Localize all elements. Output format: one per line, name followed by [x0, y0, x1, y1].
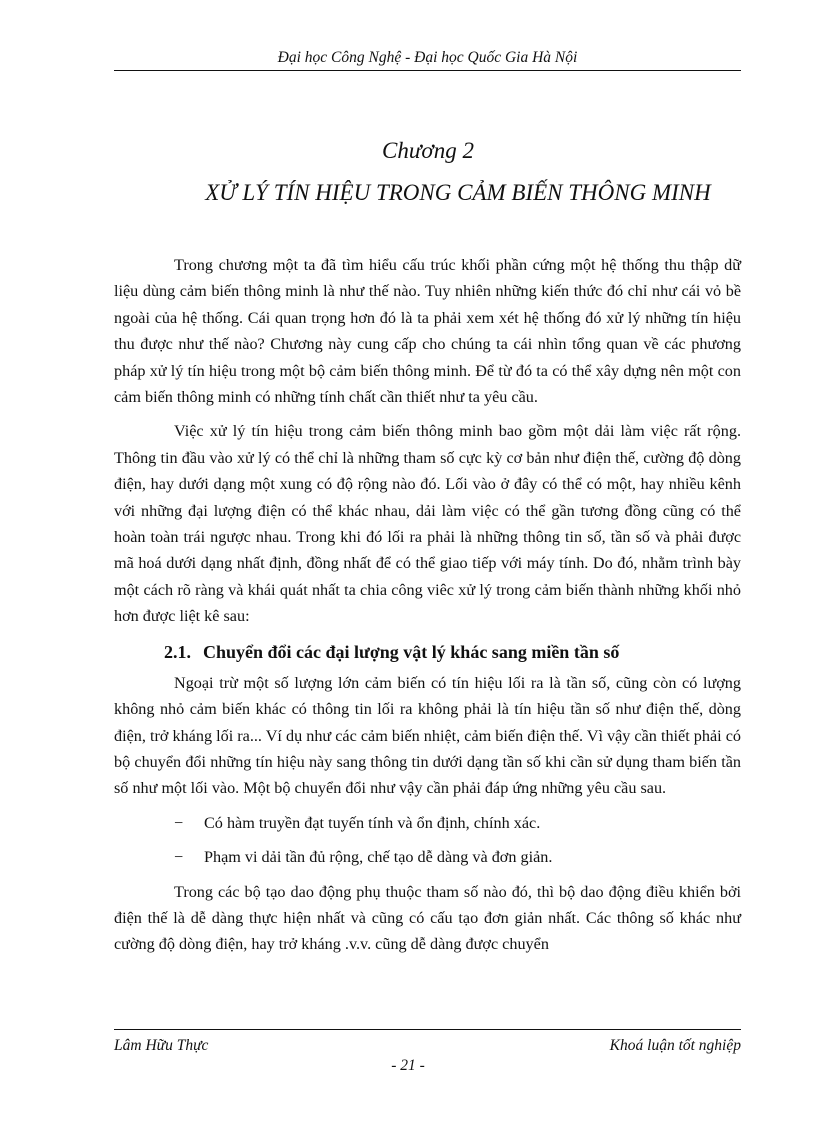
section-paragraph-1: Ngoại trừ một số lượng lớn cảm biến có tín hiệu lối ra là tần số, cũng còn có lượng không nhỏ cảm biến khác có thông tin lối ra không phải là tín hiệu tần số như điện thế, dòng điện, trở kháng lối ra... Ví dụ như các cảm biến nhiệt, cảm biến điện thế. Vì vậy cần thiết phải có bộ chuyển đổi những tín hiệu này sang thông tin dưới dạng tần số khi cần sử dụng tham biến tần số như một lối vào. Một bộ chuyển đổi như vậy cần phải đáp ứng những yêu cầu sau.: [114, 673, 741, 798]
header-divider: [114, 70, 741, 71]
section-paragraph-2: Trong các bộ tạo dao động phụ thuộc tham số nào đó, thì bộ dao động điều khiển bởi điện thế là dễ dàng thực hiện nhất và cũng có cấu tạo đơn giản nhất. Các thông số khác như cường độ dòng điện, hay trở kháng .v.v. cũng dễ dàng được chuyển: [114, 882, 741, 954]
footer-doc-type: Khoá luận tốt nghiệp: [609, 1037, 741, 1054]
footer-divider: [114, 1029, 741, 1030]
list-item-text: Có hàm truyền đạt tuyến tính và ổn định, chính xác.: [204, 813, 541, 832]
bullet-marker: −: [174, 848, 184, 867]
list-item-text: Phạm vi dải tần đủ rộng, chế tạo dễ dàng và đơn giản.: [204, 848, 553, 867]
section-number: 2.1.: [164, 641, 191, 662]
section-title: Chuyển đổi các đại lượng vật lý khác sang miền tần số: [203, 641, 620, 662]
paragraph-overview: Việc xử lý tín hiệu trong cảm biến thông minh bao gồm một dải làm việc rất rộng. Thông tin đầu vào xử lý có thể chỉ là những tham số cực kỳ cơ bản như điện thế, cường độ dòng điện, hay dưới dạng một xung có độ rộng nào đó. Lối vào ở đây có thể có một, hay nhiều kênh với những đại lượng điện có thể khác nhau, dải làm việc có thể gần tương đồng cũng có thể hoàn toàn trái ngược nhau. Trong khi đó lối ra phải là những thông tin số, tần số và phải được mã hoá dưới dạng nhất định, đồng nhất để có thể giao tiếp với máy tính. Do đó, nhằm trình bày một cách rõ ràng và khái quát nhất ta chia công viêc xử lý trong cảm biến thành những khối nhỏ hơn được liệt kê sau:: [114, 422, 741, 626]
page-header: Đại học Công Nghệ - Đại học Quốc Gia Hà Nội: [277, 49, 578, 66]
page-number: - 21 -: [391, 1057, 425, 1074]
list-item: [114, 810, 741, 836]
paragraph-intro: Trong chương một ta đã tìm hiểu cấu trúc khối phần cứng một hệ thống thu thập dữ liệu dùng cảm biến thông minh là như thế nào. Tuy nhiên những kiến thức đó chỉ như cái vỏ bề ngoài của hệ thống. Cái quan trọng hơn đó là ta phải xem xét hệ thống đó xử lý những tín hiệu thu được như thế nào? Chương này cung cấp cho chúng ta cái nhìn tổng quan về các phương pháp xử lý tín hiệu trong một bộ cảm biến thông minh. Để từ đó ta có thể xây dựng nên một con cảm biến thông minh có những tính chất cần thiết như ta yêu cầu.: [114, 256, 741, 407]
chapter-title: XỬ LÝ TÍN HIỆU TRONG CẢM BIẾN THÔNG MINH: [205, 180, 711, 205]
chapter-number: Chương 2: [382, 138, 474, 163]
footer-author: Lâm Hữu Thực: [114, 1037, 209, 1054]
list-item: [114, 844, 741, 870]
document-body: [114, 252, 741, 966]
section-heading: [114, 638, 741, 666]
bullet-marker: −: [174, 813, 184, 832]
